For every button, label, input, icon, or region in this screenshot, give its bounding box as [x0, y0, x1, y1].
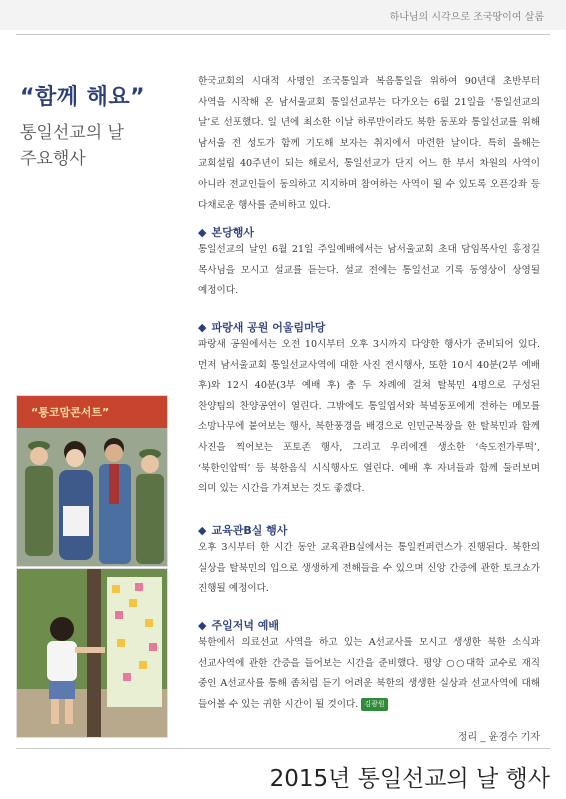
article-title: “함께 해요”	[20, 85, 146, 110]
group-photo	[16, 395, 168, 567]
section-heading	[198, 319, 325, 335]
section-body: 오후 3시부터 한 시간 동안 교육관B실에서는 통일컨퍼런스가 진행된다. 북한의 실상을 탈북민의 입으로 생생하게 전해들을 수 있으며 신앙 간증에 관한 토크쇼가 진행될 예정이다.	[198, 542, 540, 595]
diamond-bullet-icon: ◆	[198, 226, 207, 239]
section-heading	[198, 522, 287, 538]
diamond-bullet-icon: ◆	[198, 524, 207, 537]
section-heading-label: 파랑새 공원 어울림마당	[211, 321, 326, 334]
wish-tree-photo	[16, 568, 168, 738]
section-body	[198, 633, 540, 715]
footer-title: 2015년 통일선교의 날 행사	[269, 766, 550, 792]
section-heading-label: 본당행사	[211, 226, 254, 239]
section-body-text: 북한에서 의료선교 사역을 하고 있는 A선교사를 모시고 생생한 북한 소식과 선교사역에 관한 간증을 들어보는 시간을 준비했다. 평양 ○○대학 교수로 재직 중인 A선교사를 통해 좀처럼 듣기 어려운 북한의 생생한 실상과 선교사역에 대해 들어볼 수 있는 귀한 시간이 될 것이다.	[198, 637, 540, 710]
diamond-bullet-icon: ◆	[198, 321, 207, 334]
banner-text: “통코맘콘서트”	[31, 406, 110, 419]
subtitle-line-1: 통일선교의 날	[20, 123, 124, 143]
running-title: 하나님의 시각으로 조국땅이여 살롬	[389, 12, 544, 23]
intro-paragraph: 한국교회의 시대적 사명인 조국통일과 복음통일을 위하여 90년대 초반부터 사역을 시작해 온 남서울교회 통일선교부는 다가오는 6월 21일을 ‘통일선교의 날’로 선포했다. 일 년에 최소한 이날 하루만이라도 북한 동포와 통일선교를 위해 남서울 전 성도가 함께 기도해 보자는 취지에서 마련한 날이다. 특히 올해는 교회설립 40주년이 되는 해로서, 통일선교가 단지 어느 한 부서 차원의 사역이 아니라 전교인들이 동의하고 지지하며 참여하는 사역이 될 수 있도록 오픈강좌 등 다채로운 행사를 준비하고 있다.	[198, 76, 540, 211]
section-body: 파랑새 공원에서는 오전 10시부터 오후 3시까지 다양한 행사가 준비되어 있다. 먼저 남서울교회 통일선교사역에 대한 사진 전시행사, 또한 10시 40분(2부 예배 후)와 12시 40분(3부 예배 후) 총 두 차례에 걸쳐 탈북민 4명으로 구성된 찬양팀의 찬양공연이 열린다. 그밖에도 통일엽서와 북녘동포에게 전하는 메모를 소망나무에 붙여보는 행사, 북한풍경을 배경으로 인민군복장을 한 탈북민과 함께 사진을 찍어보는 포토존 행사, 그리고 우리에겐 생소한 ‘속도전가루떡’, ‘북한인압떡’ 등 북한음식 시식행사도 열린다. 예배 후 자녀들과 함께 둘러보며 의미 있는 시간을 가져보는 것도 좋겠다.	[198, 339, 540, 495]
section-heading-label: 교육관B실 행사	[211, 524, 288, 537]
section-heading-label: 주일저녁 예배	[211, 619, 280, 632]
section-heading	[198, 617, 279, 633]
header-divider	[16, 34, 550, 35]
subtitle-line-2: 주요행사	[20, 149, 86, 169]
section-heading	[198, 224, 254, 240]
section-body: 통일선교의 날인 6월 21일 주일예배에서는 남서울교회 초대 담임목사인 홍정길 목사님을 모시고 설교를 듣는다. 설교 전에는 통일선교 기록 동영상이 상영될 예정이다.	[198, 244, 540, 297]
footer-divider	[16, 748, 550, 749]
article-subtitle	[20, 120, 190, 172]
photographer-tag: 김광원	[361, 698, 387, 711]
byline: 정리 _ 윤경수 기자	[457, 732, 540, 743]
diamond-bullet-icon: ◆	[198, 619, 207, 632]
